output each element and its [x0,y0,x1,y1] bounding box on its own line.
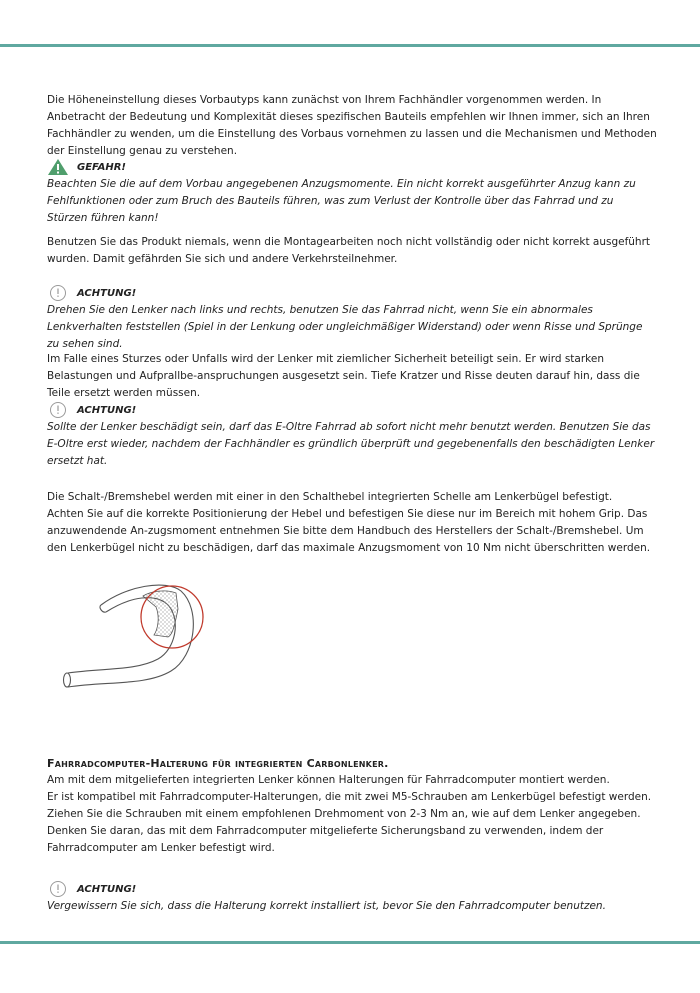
info-circle-icon [47,401,69,419]
attention-heading-1: ACHTUNG! [47,284,657,302]
attention-notice-2 [47,401,657,470]
computer-mount-section [47,755,657,857]
paragraph-3: Im Falle eines Sturzes oder Unfalls wird der Lenker mit ziemlicher Sicherheit beteiligt sein. Er wird starken Belastungen und Aufprallbe-anspruchungen ausgesetzt sein. Tiefe Kratzer und Risse deuten darauf hin, dass die Teile ersetzt werden müssen. [47,353,640,399]
warning-triangle-icon [47,158,69,176]
attention-text-1: Drehen Sie den Lenker nach links und rechts, benutzen Sie das Fahrrad nicht, wenn Sie ein abnormales Lenkverhalten feststellen (Spiel in der Lenkung oder ungleichmäßiger Widerstand) oder wenn Risse und Sprünge zu sehen sind. [47,304,643,350]
info-circle-icon [47,284,69,302]
intro-paragraph: Die Höheneinstellung dieses Vorbautyps kann zunächst von Ihrem Fachhändler vorgenommen werden. In Anbetracht der Bedeutung und Komplexität dieses spezifischen Bauteils empfehlen wir Ihnen immer, sich an Ihren Fachhändler zu wenden, um die Einstellung des Vorbaus vornehmen zu lassen und die Mechanismen und Methoden der Einstellung genau zu verstehen. [47,94,657,157]
attention-heading-2: ACHTUNG! [47,401,657,419]
attention-text-3: Vergewissern Sie sich, dass die Halterung korrekt installiert ist, bevor Sie den Fahrradcomputer benutzen. [47,900,606,912]
danger-notice [47,158,657,227]
attention-heading-3: ACHTUNG! [47,880,657,898]
bottom-rule [0,941,700,944]
computer-line-2: Er ist kompatibel mit Fahrradcomputer-Halterungen, die mit zwei M5-Schrauben am Lenkerbügel befestigt werden. [47,791,652,803]
section-title: Fahrradcomputer-Halterung für integrierten Carbonlenker. [47,757,389,770]
danger-text: Beachten Sie die auf dem Vorbau angegebenen Anzugsmomente. Ein nicht korrekt ausgeführter Anzug kann zu Fehlfunktionen oder zum Bruch des Bauteils führen, was zum Verlust der Kontrolle über das Fahrrad und zu Stürzen führen kann! [47,178,636,224]
levers-line-1: Die Schalt-/Bremshebel werden mit einer in den Schalthebel integrierten Schelle am Lenkerbügel befestigt. [47,491,613,503]
top-rule [0,44,700,47]
levers-section [47,489,657,557]
info-circle-icon [47,880,69,898]
paragraph-2: Benutzen Sie das Produkt niemals, wenn die Montagearbeiten noch nicht vollständig oder nicht korrekt ausgeführt wurden. Damit gefährden Sie sich und andere Verkehrsteilnehmer. [47,236,651,265]
computer-line-4: Denken Sie daran, das mit dem Fahrradcomputer mitgelieferte Sicherungsband zu verwenden, indem der Fahrradcomputer am Lenker befestigt wird. [47,825,604,854]
attention-text-2: Sollte der Lenker beschädigt sein, darf das E-Oltre Fahrrad ab sofort nicht mehr benutzt werden. Benutzen Sie das E-Oltre erst wieder, nachdem der Fachhändler es gründlich überprüft und gegebenenfalls den beschädigten Lenker ersetzt hat. [47,421,655,467]
handlebar-drop-illustration [46,571,216,721]
attention-notice-1 [47,284,657,353]
attention-notice-3 [47,880,657,915]
levers-line-2: Achten Sie auf die korrekte Positionierung der Hebel und befestigen Sie diese nur im Bereich mit hohem Grip. Das anzuwendende An-zugsmoment entnehmen Sie bitte dem Handbuch des Herstellers der Schalt-/Bremshebel. Um den Lenkerbügel nicht zu beschädigen, darf das maximale Anzugsmoment von 10 Nm nicht überschritten werden. [47,508,651,554]
danger-heading: GEFAHR! [47,158,657,176]
computer-line-1: Am mit dem mitgelieferten integrierten Lenker können Halterungen für Fahrradcomputer montiert werden. [47,774,610,786]
computer-line-3: Ziehen Sie die Schrauben mit einem empfohlenen Drehmoment von 2-3 Nm an, wie auf dem Lenker angegeben. [47,808,641,820]
